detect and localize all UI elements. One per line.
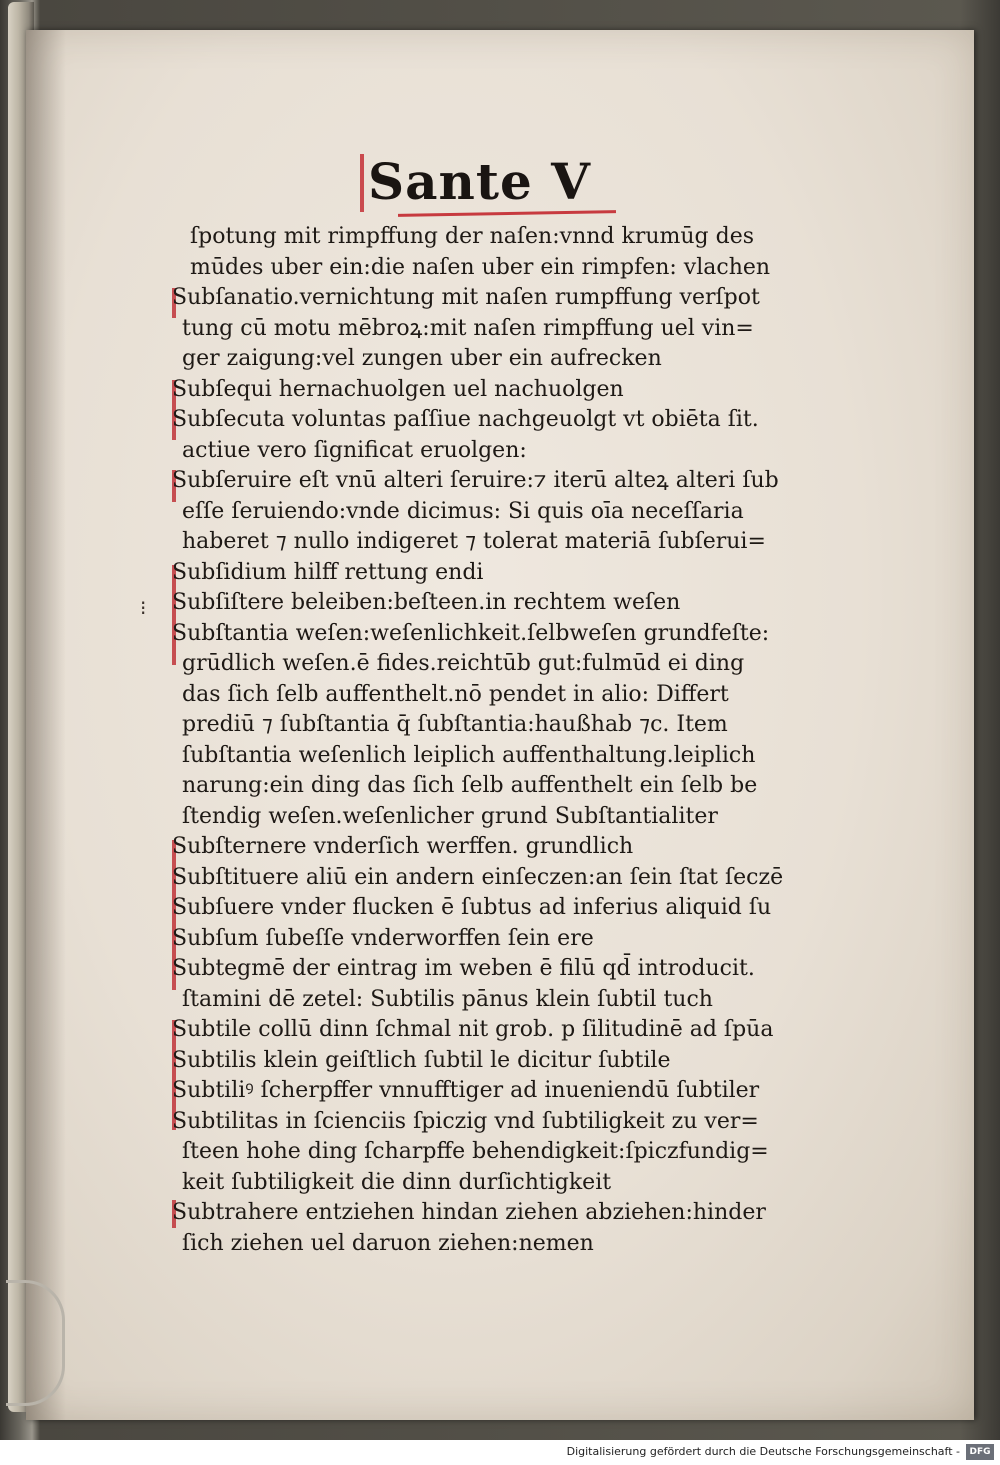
text-line: Subſanatio.vernichtung mit naſen rumpffung verſpot bbox=[172, 285, 760, 310]
text-line: ſich ziehen uel daruon ziehen:nemen bbox=[182, 1230, 594, 1256]
text-line: eſſe ſeruiendo:vnde dicimus: Si quis oīa neceſſaria bbox=[182, 498, 744, 524]
text-line: ſteen hohe ding ſcharpffe behendigkeit:ſpiczfundig= bbox=[182, 1139, 769, 1164]
text-line: mūdes uber ein:die naſen uber ein rimpfen: vlachen bbox=[190, 254, 771, 280]
text-line: haberet ⁊ nullo indigeret ⁊ tolerat materiā ſubſerui= bbox=[182, 529, 766, 554]
text-line: Subſequi hernachuolgen uel nachuolgen bbox=[172, 376, 624, 402]
text-line: Subtrahere entziehen hindan ziehen abziehen:hinder bbox=[172, 1200, 766, 1225]
text-line: Subſiſtere beleiben:beſteen.in rechtem weſen bbox=[172, 590, 681, 615]
text-line: Subſeruire eſt vnū alteri ſeruire:⁊ iterū alteꝝ alteri ſub bbox=[172, 468, 779, 493]
text-line: Subſuere vnder flucken ē ſubtus ad inferius aliquid ſu bbox=[172, 895, 772, 920]
rubric-underline bbox=[398, 210, 616, 217]
text-line: ſtamini dē zetel: Subtilis pānus klein ſubtil tuch bbox=[182, 986, 713, 1012]
text-line: ſpotung mit rimpffung der naſen:vnnd krumūg des bbox=[190, 224, 754, 249]
text-line: Subſum ſubeſſe vnderworffen ſein ere bbox=[172, 925, 594, 951]
footer-bar bbox=[0, 1440, 1000, 1465]
margin-mark: ⁝ bbox=[140, 596, 147, 620]
text-line: grūdlich weſen.ē fides.reichtūb gut:fulmūd ei ding bbox=[182, 651, 745, 676]
dfg-logo[interactable]: DFG bbox=[966, 1444, 994, 1460]
text-line: actiue vero ſignificat eruolgen: bbox=[182, 437, 527, 463]
gutter-shadow bbox=[26, 30, 66, 1420]
text-line: Subſecuta voluntas paſſiue nachgeuolgt vt obiēta ſit. bbox=[172, 407, 759, 432]
running-head-title: Sante V bbox=[368, 152, 591, 211]
text-line: Subtile collū dinn ſchmal nit grob. p ſilitudinē ad ſpūa bbox=[172, 1017, 774, 1042]
text-line: keit ſubtiligkeit die dinn durſichtigkeit bbox=[182, 1169, 612, 1195]
text-line: narung:ein ding das ſich ſelb auffenthelt ein ſelb be bbox=[182, 773, 758, 798]
text-line: das ſich ſelb auffenthelt.nō pendet in alio: Differt bbox=[182, 681, 729, 707]
text-line: ſubſtantia weſenlich leiplich auffenthaltung.leiplich bbox=[182, 742, 756, 768]
text-line: Subtilis klein geiſtlich ſubtil le dicitur ſubtile bbox=[172, 1047, 671, 1073]
text-line: ger zaigung:vel zungen uber ein aufrecken bbox=[182, 346, 662, 371]
text-line: Subſidium hilff rettung endi bbox=[172, 559, 484, 585]
text-line: Subtegmē der eintrag im weben ē filū qd̄ introducit. bbox=[172, 956, 755, 981]
text-line: tung cū motu mēbroꝝ:mit naſen rimpffung uel vin= bbox=[182, 315, 754, 341]
text-line: Subtilitas in ſcienciis ſpiczig vnd ſubtiligkeit zu ver= bbox=[172, 1108, 759, 1134]
text-line: prediū ⁊ ſubſtantia q̄ ſubſtantia:haußhab ⁊c. Item bbox=[182, 712, 728, 737]
text-block bbox=[172, 222, 852, 1259]
text-line: Subſtantia weſen:weſenlichkeit.ſelbweſen grundfeſte: bbox=[172, 620, 770, 646]
text-line: Subſtituere aliū ein andern einſeczen:an ſein ſtat ſeczē bbox=[172, 864, 784, 890]
text-line: Subſternere vnderſich werffen. grundlich bbox=[172, 834, 634, 859]
running-head bbox=[358, 152, 658, 222]
footer-credit: Digitalisierung gefördert durch die Deutsche Forschungsgemeinschaft - bbox=[566, 1445, 960, 1458]
text-line: Subtiliꝰ ſcherpffer vnnufftiger ad inueniendū ſubtiler bbox=[172, 1078, 760, 1103]
page-clip bbox=[6, 1280, 65, 1406]
text-line: ſtendig weſen.weſenlicher grund Subſtantialiter bbox=[182, 803, 718, 829]
